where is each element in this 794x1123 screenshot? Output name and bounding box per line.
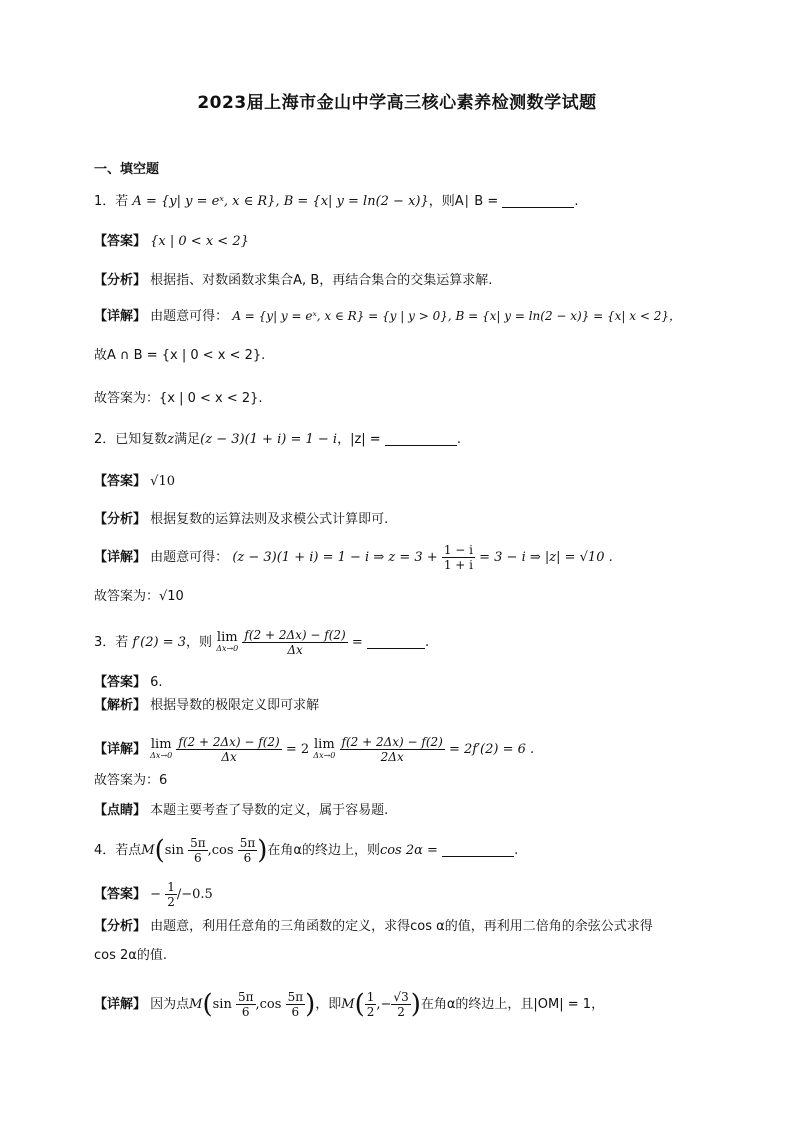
q2-equation: (z − 3)(1 + i) = 1 − i <box>200 432 338 447</box>
q4-detail-sqrt3: $\frac{√3}{2}$ <box>393 990 409 1019</box>
q1-analysis-text: 根据指、对数函数求集合A, B，再结合集合的交集运算求解. <box>150 273 493 288</box>
q3-comment-text: 本题主要考查了导数的定义，属于容易题. <box>150 803 389 818</box>
q3-analysis <box>94 696 319 716</box>
q3-limit: lim Δx→0 <box>216 629 239 653</box>
q1-analysis <box>94 271 492 291</box>
answer-label: 【答案】 <box>94 234 147 249</box>
detail-label: 【详解】 <box>94 309 147 324</box>
q1-detail-expr: A = {y| y = eˣ, x ∈ R} = {y | y > 0}, B = {x| y = ln(2 − x)} = {x| x < 2}， <box>232 309 682 323</box>
q4-detail-half: $\frac{1}{2}$ <box>366 990 375 1019</box>
q3-answer <box>94 673 163 693</box>
q4-detail-end: 在角α的终边上，且|OM| = 1， <box>420 997 605 1012</box>
q4-detail-fraction-2: $\frac{5\pi}{6}$ <box>287 990 304 1019</box>
question-4: 4．若点M(sin $\frac{5\pi}{6}$ ,cos $\frac{5\pi}{6}$ )在角α的终边上，则cos 2α = . <box>94 835 519 866</box>
q2-answer <box>94 472 175 492</box>
q3-detail-end: = 2f′(2) = 6 . <box>449 742 535 757</box>
detail-label: 【详解】 <box>94 550 147 565</box>
comment-label: 【点睛】 <box>94 803 147 818</box>
detail-label: 【详解】 <box>94 742 147 757</box>
q1-sets: A = {y| y = eˣ, x ∈ R}, B = {x| y = ln(2 − x)} <box>132 194 429 209</box>
q3-detail-limit: lim Δx→0 <box>150 736 173 760</box>
q1-detail-lead: 由题意可得： <box>150 309 229 324</box>
q4-analysis <box>94 917 653 937</box>
analysis2-label: 【解析】 <box>94 698 147 713</box>
q1-final: 故答案为：{x | 0 < x < 2}. <box>94 391 263 406</box>
q3-mid: ，则 <box>186 635 213 650</box>
q2-tail: ，|z| = <box>337 432 381 447</box>
q2-analysis <box>94 510 388 530</box>
q2-answer-value: √10 <box>150 474 175 489</box>
q1-answer <box>94 232 249 252</box>
q4-answer-fraction: $\frac{1}{2}$ <box>167 880 175 909</box>
answer-label: 【答案】 <box>94 474 147 489</box>
q4-point: M <box>141 843 155 858</box>
q3-detail-mid: = 2 <box>285 742 310 757</box>
q2-detail-a: (z − 3)(1 + i) = 1 − i ⇒ z = 3 + <box>232 550 438 565</box>
q1-suffix: ，则A∣ B = <box>428 194 499 209</box>
analysis-label: 【分析】 <box>94 273 147 288</box>
q3-detail-limit-2: lim Δx→0 <box>313 736 336 760</box>
q1-number: 1．若 <box>94 194 129 209</box>
q4-cos: ,cos <box>207 843 234 858</box>
q3-detail-fraction-2: $\frac{f(2 + 2\Delta x) - f(2)}{2\Delta x}$ <box>341 735 443 764</box>
question-2: 2．已知复数z满足(z − 3)(1 + i) = 1 − i，|z| = . <box>94 432 461 447</box>
q4-detail-fraction-1: $\frac{5\pi}{6}$ <box>237 990 254 1019</box>
q4-ask: cos 2α = <box>379 843 438 858</box>
q4-mid: 在角α的终边上，则 <box>267 843 380 858</box>
q4-number: 4．若点 <box>94 843 142 858</box>
q2-var: z <box>167 432 175 447</box>
question-1: 1．若 A = {y| y = eˣ, x ∈ R}, B = {x| y = ln(2 − x)}，则A∣ B = . <box>94 194 579 209</box>
q2-mid: 满足 <box>174 432 201 447</box>
q2-fraction: $\frac{1 - i}{1 + i}$ <box>443 543 473 572</box>
q4-blank <box>442 842 514 857</box>
q3-equals: = <box>351 635 363 650</box>
q4-answer <box>94 880 213 909</box>
q2-number: 2．已知复数 <box>94 432 168 447</box>
q3-condition: f′(2) = 3 <box>132 635 187 650</box>
page-title: 2023届上海市金山中学高三核心素养检测数学试题 <box>197 93 597 113</box>
q1-conclusion: 故A ∩ B = {x | 0 < x < 2}. <box>94 348 266 363</box>
q4-detail: 【详解】 因为点M(sin $\frac{5\pi}{6}$ ,cos $\frac{5\pi}{6}$ )，即M( $\frac{1}{2}$ ,− $\frac{√3}{2}$ )在角α的终边上，且|OM| = 1， <box>94 989 605 1020</box>
q3-detail-fraction: $\frac{f(2 + 2\Delta x) - f(2)}{\Delta x}$ <box>178 735 280 764</box>
answer-label: 【答案】 <box>94 675 147 690</box>
q4-analysis-line-1: 由题意，利用任意角的三角函数的定义，求得cos α的值，再利用二倍角的余弦公式求得 <box>150 919 653 934</box>
answer-label: 【答案】 <box>94 887 147 902</box>
q3-answer-value: 6. <box>150 675 163 690</box>
q2-analysis-text: 根据复数的运算法则及求模公式计算即可. <box>150 512 389 527</box>
q4-answer-tail: /−0.5 <box>176 887 213 902</box>
q3-number: 3．若 <box>94 635 129 650</box>
q4-detail-mid: ，即 <box>315 997 342 1012</box>
q1-answer-value: {x | 0 < x < 2} <box>150 234 249 249</box>
q2-detail <box>94 543 613 572</box>
q3-final: 故答案为：6 <box>94 773 168 788</box>
q4-detail-lead: 因为点 <box>150 997 190 1012</box>
analysis-label: 【分析】 <box>94 512 147 527</box>
analysis-label: 【分析】 <box>94 919 147 934</box>
q4-fraction-2: $\frac{5\pi}{6}$ <box>239 836 256 865</box>
q3-fraction: $\frac{f(2 + 2\Delta x) - f(2)}{\Delta x}$ <box>244 628 346 657</box>
section-heading: 一、填空题 <box>94 162 160 177</box>
q2-detail-lead: 由题意可得： <box>150 550 229 565</box>
q4-answer-minus: − <box>150 887 162 902</box>
q4-sin: sin <box>164 843 184 858</box>
q3-comment <box>94 801 388 821</box>
q1-blank <box>502 193 574 208</box>
q4-fraction-1: $\frac{5\pi}{6}$ <box>190 836 206 865</box>
q2-blank <box>385 431 457 446</box>
q3-detail <box>94 735 534 764</box>
q3-analysis-text: 根据导数的极限定义即可求解 <box>150 698 320 713</box>
question-3: 3．若 f′(2) = 3，则 lim Δx→0 $\frac{f(2 + 2\Delta x) - f(2)}{\Delta x}$ = . <box>94 628 430 657</box>
detail-label: 【详解】 <box>94 997 147 1012</box>
q4-analysis-line-2: cos 2α的值. <box>94 948 167 963</box>
q3-blank <box>367 634 425 649</box>
q2-detail-b: = 3 − i ⇒ |z| = √10 . <box>479 550 613 565</box>
q2-final: 故答案为：√10 <box>94 589 184 604</box>
q1-detail <box>94 306 681 327</box>
